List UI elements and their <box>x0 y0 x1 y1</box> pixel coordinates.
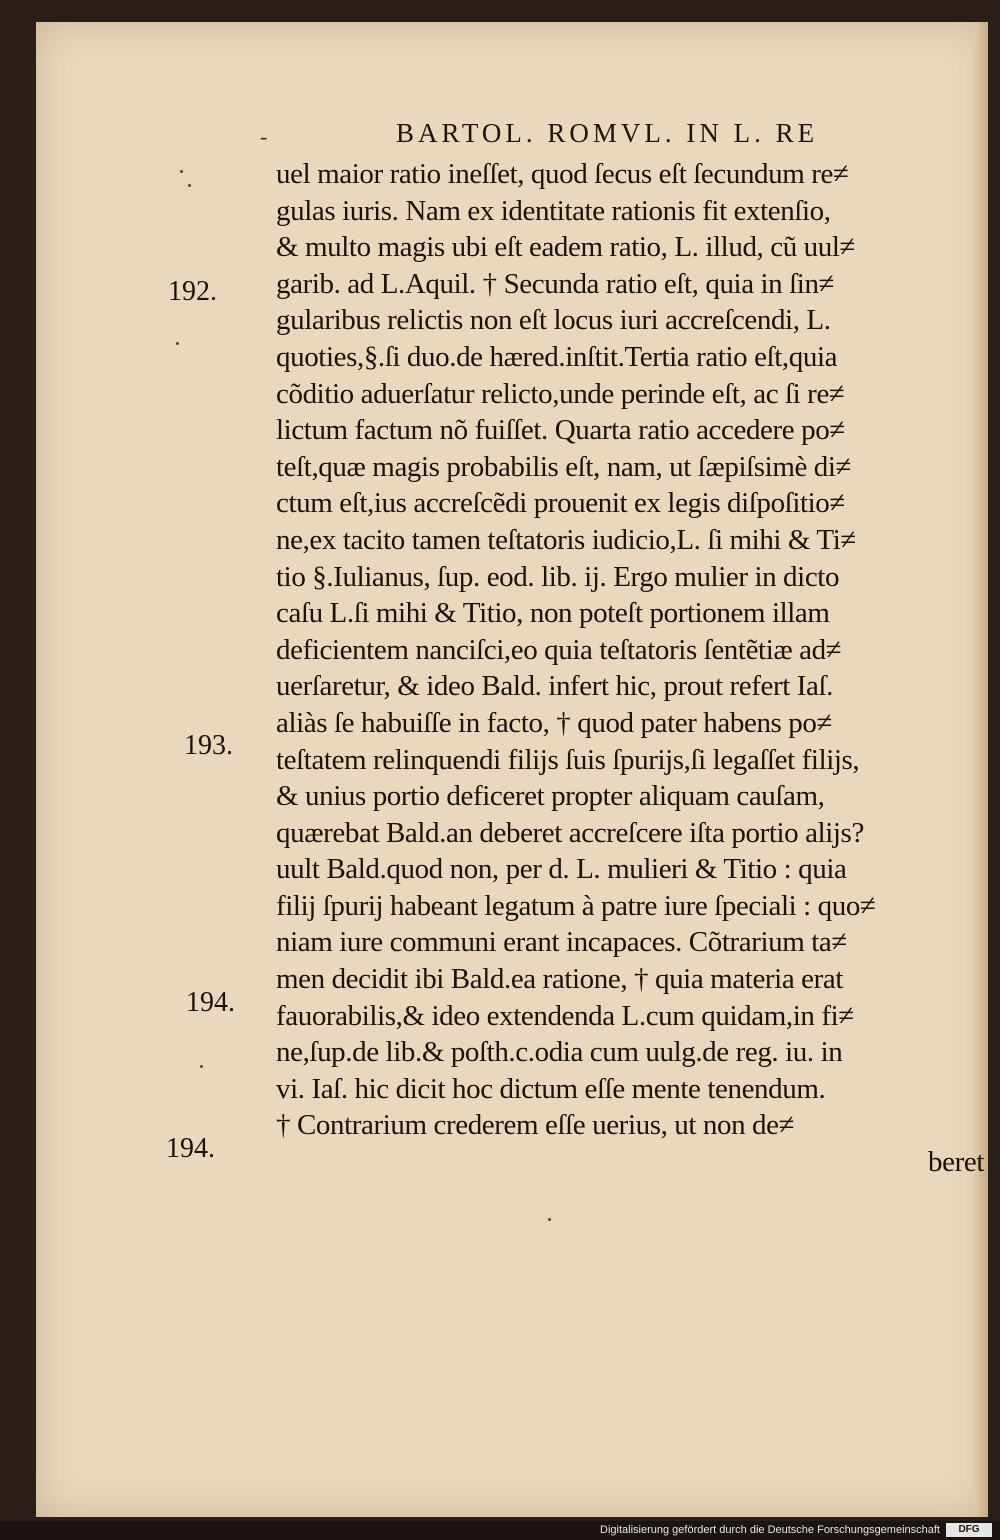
book-page <box>36 22 988 1517</box>
text-line: garib. ad L.Aquil. † Secunda ratio eſt, quia in ſin≠ <box>276 267 835 300</box>
text-line: cõditio aduerſatur relicto,unde perinde eſt, ac ſi re≠ <box>276 377 845 410</box>
running-head-dash: - <box>260 124 268 149</box>
text-line: fauorabilis,& ideo extendenda L.cum quidam,in fi≠ <box>276 999 854 1032</box>
text-line: ctum eſt,ius accreſcẽdi prouenit ex legis diſpoſitio≠ <box>276 487 845 520</box>
text-line: men decidit ibi Bald.ea ratione, † quia materia erat <box>276 963 844 996</box>
text-line: filij ſpurij habeant legatum à patre iure ſpeciali : quo≠ <box>276 889 876 922</box>
text-line: tio §.Iulianus, ſup. eod. lib. ij. Ergo mulier in dicto <box>276 560 840 593</box>
text-line: quærebat Bald.an deberet accreſcere iſta portio alijs? <box>276 816 864 849</box>
text-line: ne,ſup.de lib.& poſth.c.odia cum uulg.de reg. iu. in <box>276 1036 843 1069</box>
text-line: deficientem nanciſci,eo quia teſtatoris ſentẽtiæ ad≠ <box>276 633 842 666</box>
text-line: teſt,quæ magis probabilis eſt, nam, ut ſæpiſsimè di≠ <box>276 450 852 483</box>
margin-number-193: 193. <box>184 730 233 761</box>
body-text <box>276 156 988 1181</box>
running-head-title: BARTOL. ROMVL. IN L. RE <box>396 118 819 148</box>
text-line: & unius portio deficeret propter aliquam cauſam, <box>276 780 825 813</box>
text-line: gulas iuris. Nam ex identitate rationis fit extenſio, <box>276 194 831 227</box>
text-line: uult Bald.quod non, per d. L. mulieri & Titio : quia <box>276 853 847 886</box>
text-line: quoties,§.ſi duo.de hæred.inſtit.Tertia ratio eſt,quia <box>276 340 838 373</box>
running-head <box>36 118 988 158</box>
text-line: uerſaretur, & ideo Bald. infert hic, prout refert Iaſ. <box>276 670 833 703</box>
text-line: niam iure communi erant incapaces. Cõtrarium ta≠ <box>276 926 847 959</box>
text-line: lictum factum nõ fuiſſet. Quarta ratio accedere po≠ <box>276 414 845 447</box>
dfg-logo: DFG <box>946 1523 992 1537</box>
text-line: ne,ex tacito tamen teſtatoris iudicio,L. ſi mihi & Ti≠ <box>276 523 856 556</box>
ink-speck <box>188 184 191 187</box>
text-line: uel maior ratio ineſſet, quod ſecus eſt ſecundum re≠ <box>276 158 849 190</box>
text-line: caſu L.ſi mihi & Titio, non poteſt portionem illam <box>276 597 830 630</box>
margin-number-194-repeat: 194. <box>166 1133 215 1164</box>
text-line: & multo magis ubi eſt eadem ratio, L. illud, cũ uul≠ <box>276 231 856 264</box>
footer-bar <box>0 1521 1000 1540</box>
funding-credit: Digitalisierung gefördert durch die Deutsche Forschungsgemeinschaft <box>600 1524 940 1536</box>
catchword: beret <box>928 1146 984 1179</box>
text-line: aliàs ſe habuiſſe in facto, † quod pater habens po≠ <box>276 706 833 739</box>
text-line: vi. Iaſ. hic dicit hoc dictum eſſe mente tenendum. <box>276 1072 826 1105</box>
text-line: gularibus relictis non eſt locus iuri accreſcendi, L. <box>276 304 831 337</box>
ink-speck <box>180 170 183 173</box>
ink-speck <box>200 1065 203 1068</box>
text-line: † Contrarium crederem eſſe uerius, ut non de≠ <box>276 1109 795 1142</box>
ink-speck <box>548 1218 551 1221</box>
margin-number-194: 194. <box>186 987 235 1018</box>
margin-number-192: 192. <box>168 276 217 307</box>
text-line: teſtatem relinquendi filijs ſuis ſpurijs,ſi legaſſet filijs, <box>276 743 860 776</box>
ink-speck <box>176 342 179 345</box>
